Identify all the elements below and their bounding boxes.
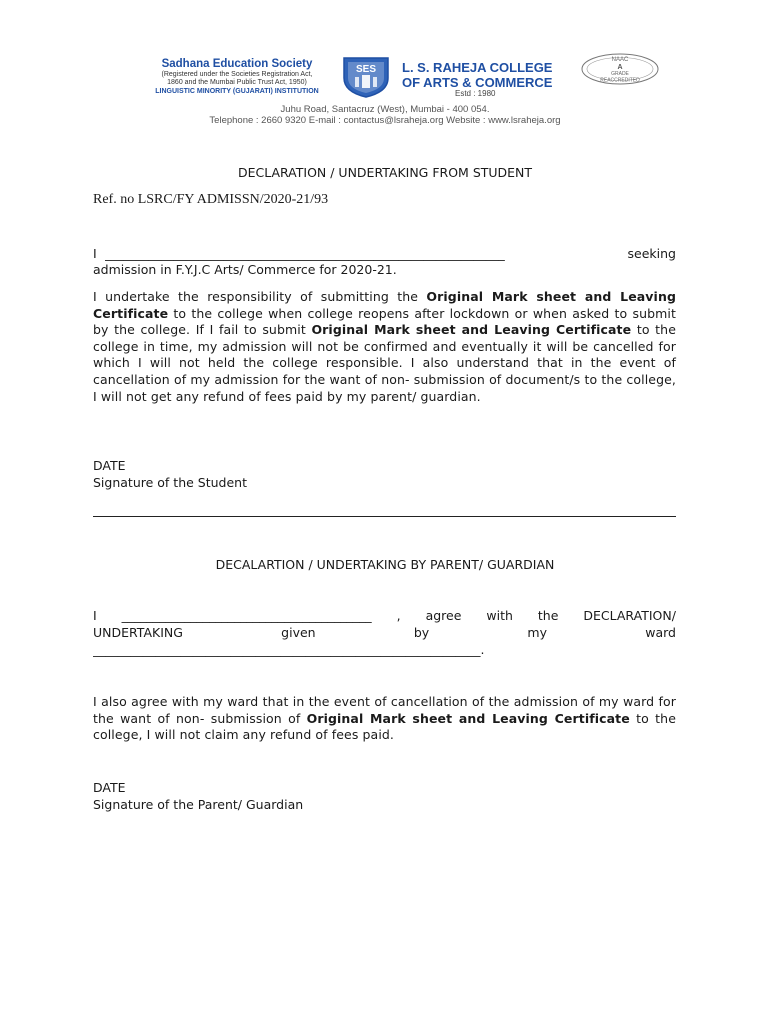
student-signature-label: Signature of the Student [93, 475, 247, 490]
parent-date-label: DATE [93, 780, 126, 795]
college-logo [338, 52, 394, 98]
parent-word: by [413, 625, 430, 640]
parent-word: UNDERTAKING [93, 625, 183, 640]
agreement-text-2: to the college, I will not claim any refund of fees paid. [93, 710, 676, 743]
parent-undertaking-row [93, 625, 676, 642]
seal-grade-text: GRADE [611, 71, 629, 77]
student-undertaking-paragraph [93, 289, 676, 405]
society-name: Sadhana Education Society [161, 58, 313, 70]
parent-word: ward [645, 625, 676, 640]
undertaking-text-3: to the college in time, my admission will not be confirmed and eventually it will be cancelled for which I will not held the college responsible. I also understand that in the event of cancellation of my admission for the want of non- submission of document/s to the college, I will not get any refund of fees paid by my parent/ guardian. [93, 322, 676, 404]
naac-seal [580, 52, 660, 86]
parent-word: given [281, 625, 316, 640]
admission-line: admission in F.Y.J.C Arts/ Commerce for 2020-21. [93, 262, 397, 277]
agreement-text-1: I also agree with my ward that in the event of cancellation of the admission of my ward for the want of non- submission of [93, 694, 676, 726]
section-divider [93, 516, 676, 517]
parent-word: my [527, 625, 547, 640]
parent-agree-row [93, 608, 676, 625]
undertaking-bold-1: Original Mark sheet and Leaving Certificate [93, 289, 676, 321]
parent-word: , [396, 608, 401, 623]
established-year: Estd : 1980 [455, 89, 496, 98]
parent-word: the [537, 608, 559, 623]
college-contact: Telephone : 2660 9320 E-mail : contactus@lsraheja.org Website : www.lsraheja.org [209, 115, 561, 126]
parent-agreement-paragraph [93, 694, 676, 744]
parent-word: agree [425, 608, 462, 623]
reference-number: Ref. no LSRC/FY ADMISSN/2020-21/93 [93, 192, 329, 207]
parent-word: DECLARATION/ [583, 608, 676, 623]
parent-word: with [486, 608, 513, 623]
college-name-line-1: L. S. RAHEJA COLLEGE [402, 60, 553, 75]
parent-declaration-title: DECALARTION / UNDERTAKING BY PARENT/ GUARDIAN [215, 557, 555, 572]
society-block [132, 58, 342, 96]
student-date-label: DATE [93, 458, 126, 473]
minority-status: LINGUISTIC MINORITY (GUJARATI) INSTITUTION [155, 88, 319, 95]
ward-name-blank: ______________________________________________________________. [93, 642, 485, 657]
undertaking-text-2: to the college when college reopens after lockdown or when asked to submit by the college. If I fail to submit [93, 305, 676, 338]
seal-grade-letter: A [617, 64, 623, 71]
parent-name-blank: ________________________________________ [121, 608, 372, 623]
parent-word: I [93, 608, 97, 623]
seal-bottom-text: REACCREDITED [600, 77, 640, 84]
parent-signature-label: Signature of the Parent/ Guardian [93, 797, 304, 812]
logo-text: SES [355, 64, 377, 75]
college-name [402, 60, 552, 90]
student-name-blank: ________________________________________________________________ [104, 246, 505, 261]
agreement-bold: Original Mark sheet and Leaving Certificate [306, 710, 630, 726]
seeking-word: seeking [627, 246, 676, 261]
student-name-row [93, 246, 676, 263]
undertaking-text-1: I undertake the responsibility of submitting the [93, 289, 427, 304]
college-address: Juhu Road, Santacruz (West), Mumbai - 400 054. [280, 104, 490, 115]
student-pronoun: I [93, 246, 97, 261]
society-registration-line-1: (Registered under the Societies Registration Act, [161, 71, 313, 78]
college-name-line-2: OF ARTS & COMMERCE [402, 75, 553, 90]
society-registration-line-2: 1860 and the Mumbai Public Trust Act, 1950) [167, 79, 307, 86]
student-declaration-title: DECLARATION / UNDERTAKING FROM STUDENT [237, 165, 533, 180]
undertaking-bold-2: Original Mark sheet and Leaving Certificate [311, 322, 632, 338]
seal-top-text: NAAC [611, 57, 629, 63]
